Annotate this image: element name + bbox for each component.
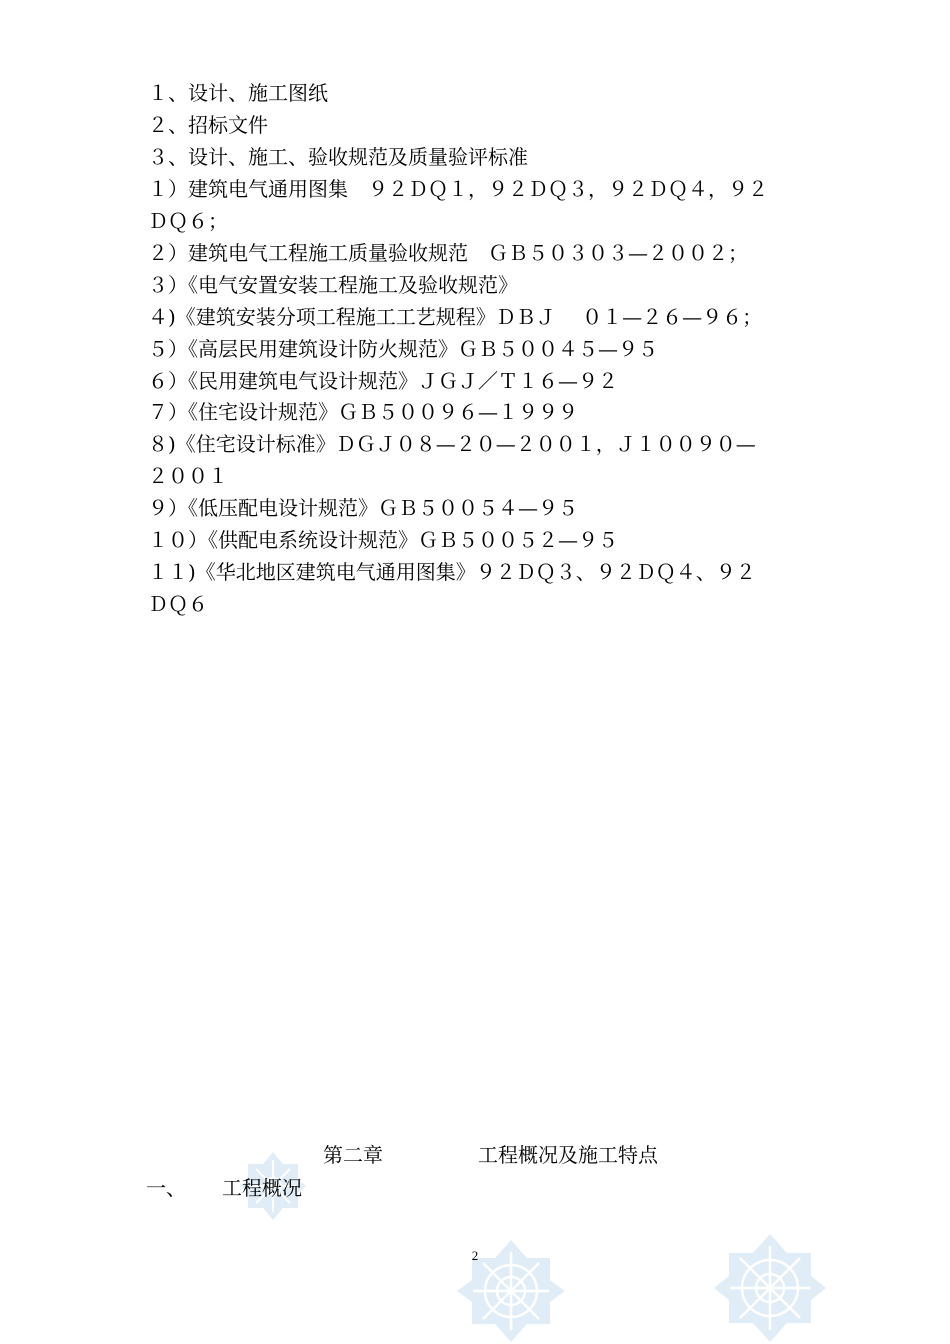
text-line: ９）《低压配电设计规范》ＧＢ５００５４—９５ [148,496,578,520]
text-line: １０）《供配电系统设计规范》ＧＢ５００５２—９５ [148,528,618,552]
text-line: ８)《住宅设计标准》ＤＧＪ０８—２０—２００１，Ｊ１００９０— [148,432,756,456]
text-line: ７）《住宅设计规范》ＧＢ５００９６—１９９９ [148,400,578,424]
section-number: 一、 [146,1176,186,1200]
chapter-title: 工程概况及施工特点 [478,1143,658,1167]
text-line: ２、招标文件 [148,113,268,137]
text-line: ２００１ [148,464,228,488]
text-line: ＤＱ６； [148,209,228,233]
page-number: 2 [471,1248,479,1263]
text-line: ＤＱ６ [148,592,208,616]
chapter-number: 第二章 [323,1143,383,1167]
text-line: ３）《电气安置安装工程施工及验收规范》 [148,273,518,297]
text-line: ４)《建筑安装分项工程施工工艺规程》ＤＢＪ ０１—２６—９６； [148,305,763,329]
watermark-snowflake-icon [712,1232,828,1344]
section-title: 工程概况 [222,1176,302,1200]
text-line: １、设计、施工图纸 [148,81,328,105]
text-line: ２）建筑电气工程施工质量验收规范 ＧＢ５０３０３—２００２； [148,241,748,265]
text-line: ６）《民用建筑电气设计规范》ＪＧＪ／Ｔ１６—９２ [148,369,618,393]
text-line: ３、设计、施工、验收规范及质量验评标准 [148,145,528,169]
text-line: １１)《华北地区建筑电气通用图集》９２ＤＱ３、９２ＤＱ４、９２ [148,560,756,584]
text-line: ５）《高层民用建筑设计防火规范》ＧＢ５００４５—９５ [148,337,658,361]
text-line: １）建筑电气通用图集 ９２ＤＱ１，９２ＤＱ３，９２ＤＱ４，９２ [148,177,768,201]
